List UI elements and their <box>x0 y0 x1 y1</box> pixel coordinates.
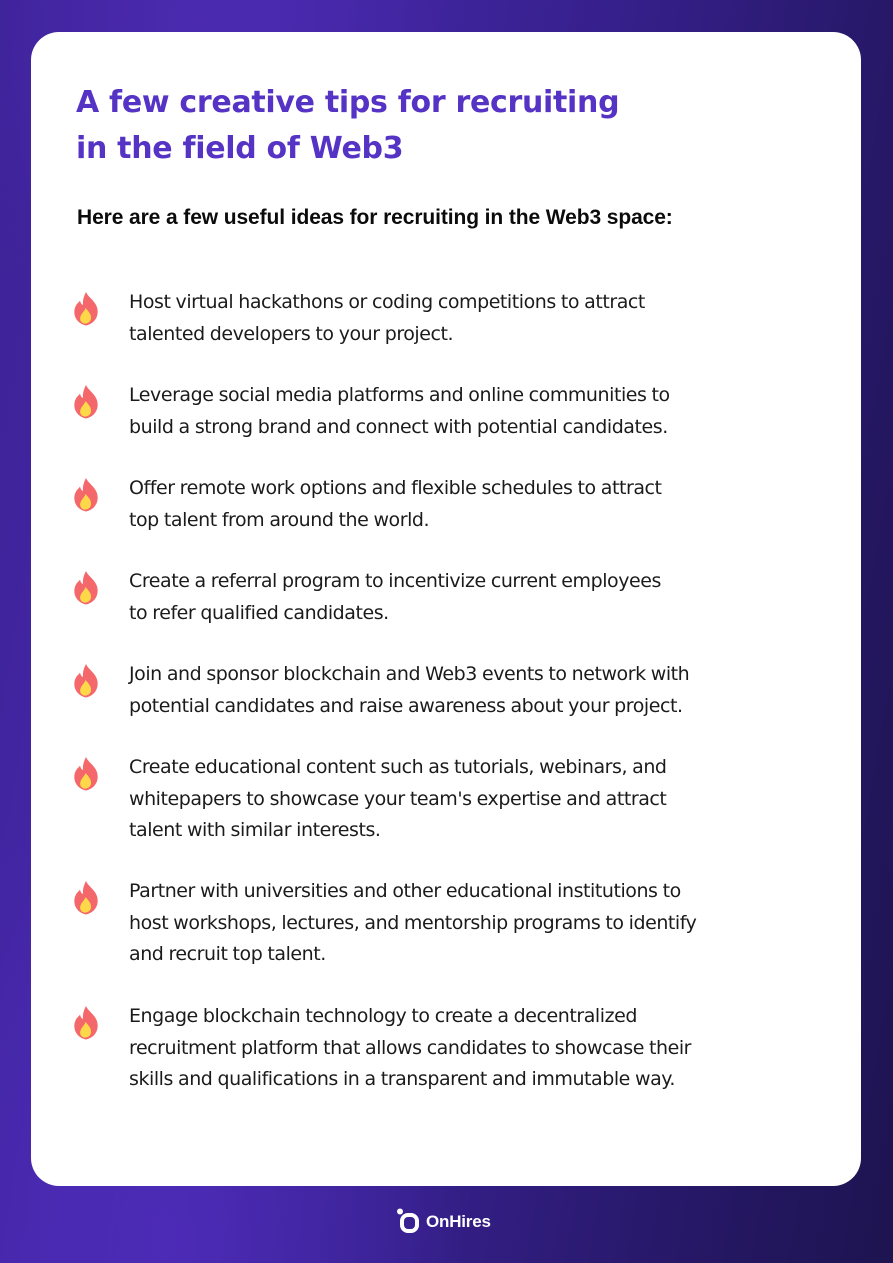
intro-subtitle: Here are a few useful ideas for recruiting in the Web3 space: <box>77 206 673 229</box>
tip-text: Create a referral program to incentivize current employees to refer qualified candidates. <box>129 570 661 624</box>
fire-icon <box>72 291 100 327</box>
brand-name: OnHires <box>426 1212 491 1231</box>
tip-text: Offer remote work options and flexible schedules to attract top talent from around the world. <box>129 477 662 531</box>
tip-text: Create educational content such as tutorials, webinars, and whitepapers to showcase your team's expertise and attract talent with similar interests. <box>129 756 667 841</box>
tip-text: Engage blockchain technology to create a decentralized recruitment platform that allows candidates to showcase their skills and qualifications in a transparent and immutable way. <box>129 1005 692 1090</box>
onhires-logo-icon <box>396 1207 420 1233</box>
fire-icon <box>72 570 100 606</box>
fire-icon <box>72 756 100 792</box>
tip-text: Host virtual hackathons or coding competitions to attract talented developers to your project. <box>129 291 645 345</box>
tip-text: Join and sponsor blockchain and Web3 events to network with potential candidates and raise awareness about your project. <box>129 663 690 717</box>
tip-text: Partner with universities and other educational institutions to host workshops, lectures, and mentorship programs to identify and recruit top talent. <box>129 880 697 965</box>
title-line-2: in the field of Web3 <box>76 131 404 166</box>
onhires-logo <box>396 1206 491 1234</box>
fire-icon <box>72 384 100 420</box>
page-title <box>76 80 776 172</box>
fire-icon <box>72 1005 100 1041</box>
fire-icon <box>72 663 100 699</box>
fire-icon <box>72 880 100 916</box>
fire-icon <box>72 477 100 513</box>
tip-text: Leverage social media platforms and online communities to build a strong brand and connect with potential candidates. <box>129 384 670 438</box>
title-line-1: A few creative tips for recruiting <box>76 85 620 120</box>
content-card <box>31 32 861 1186</box>
